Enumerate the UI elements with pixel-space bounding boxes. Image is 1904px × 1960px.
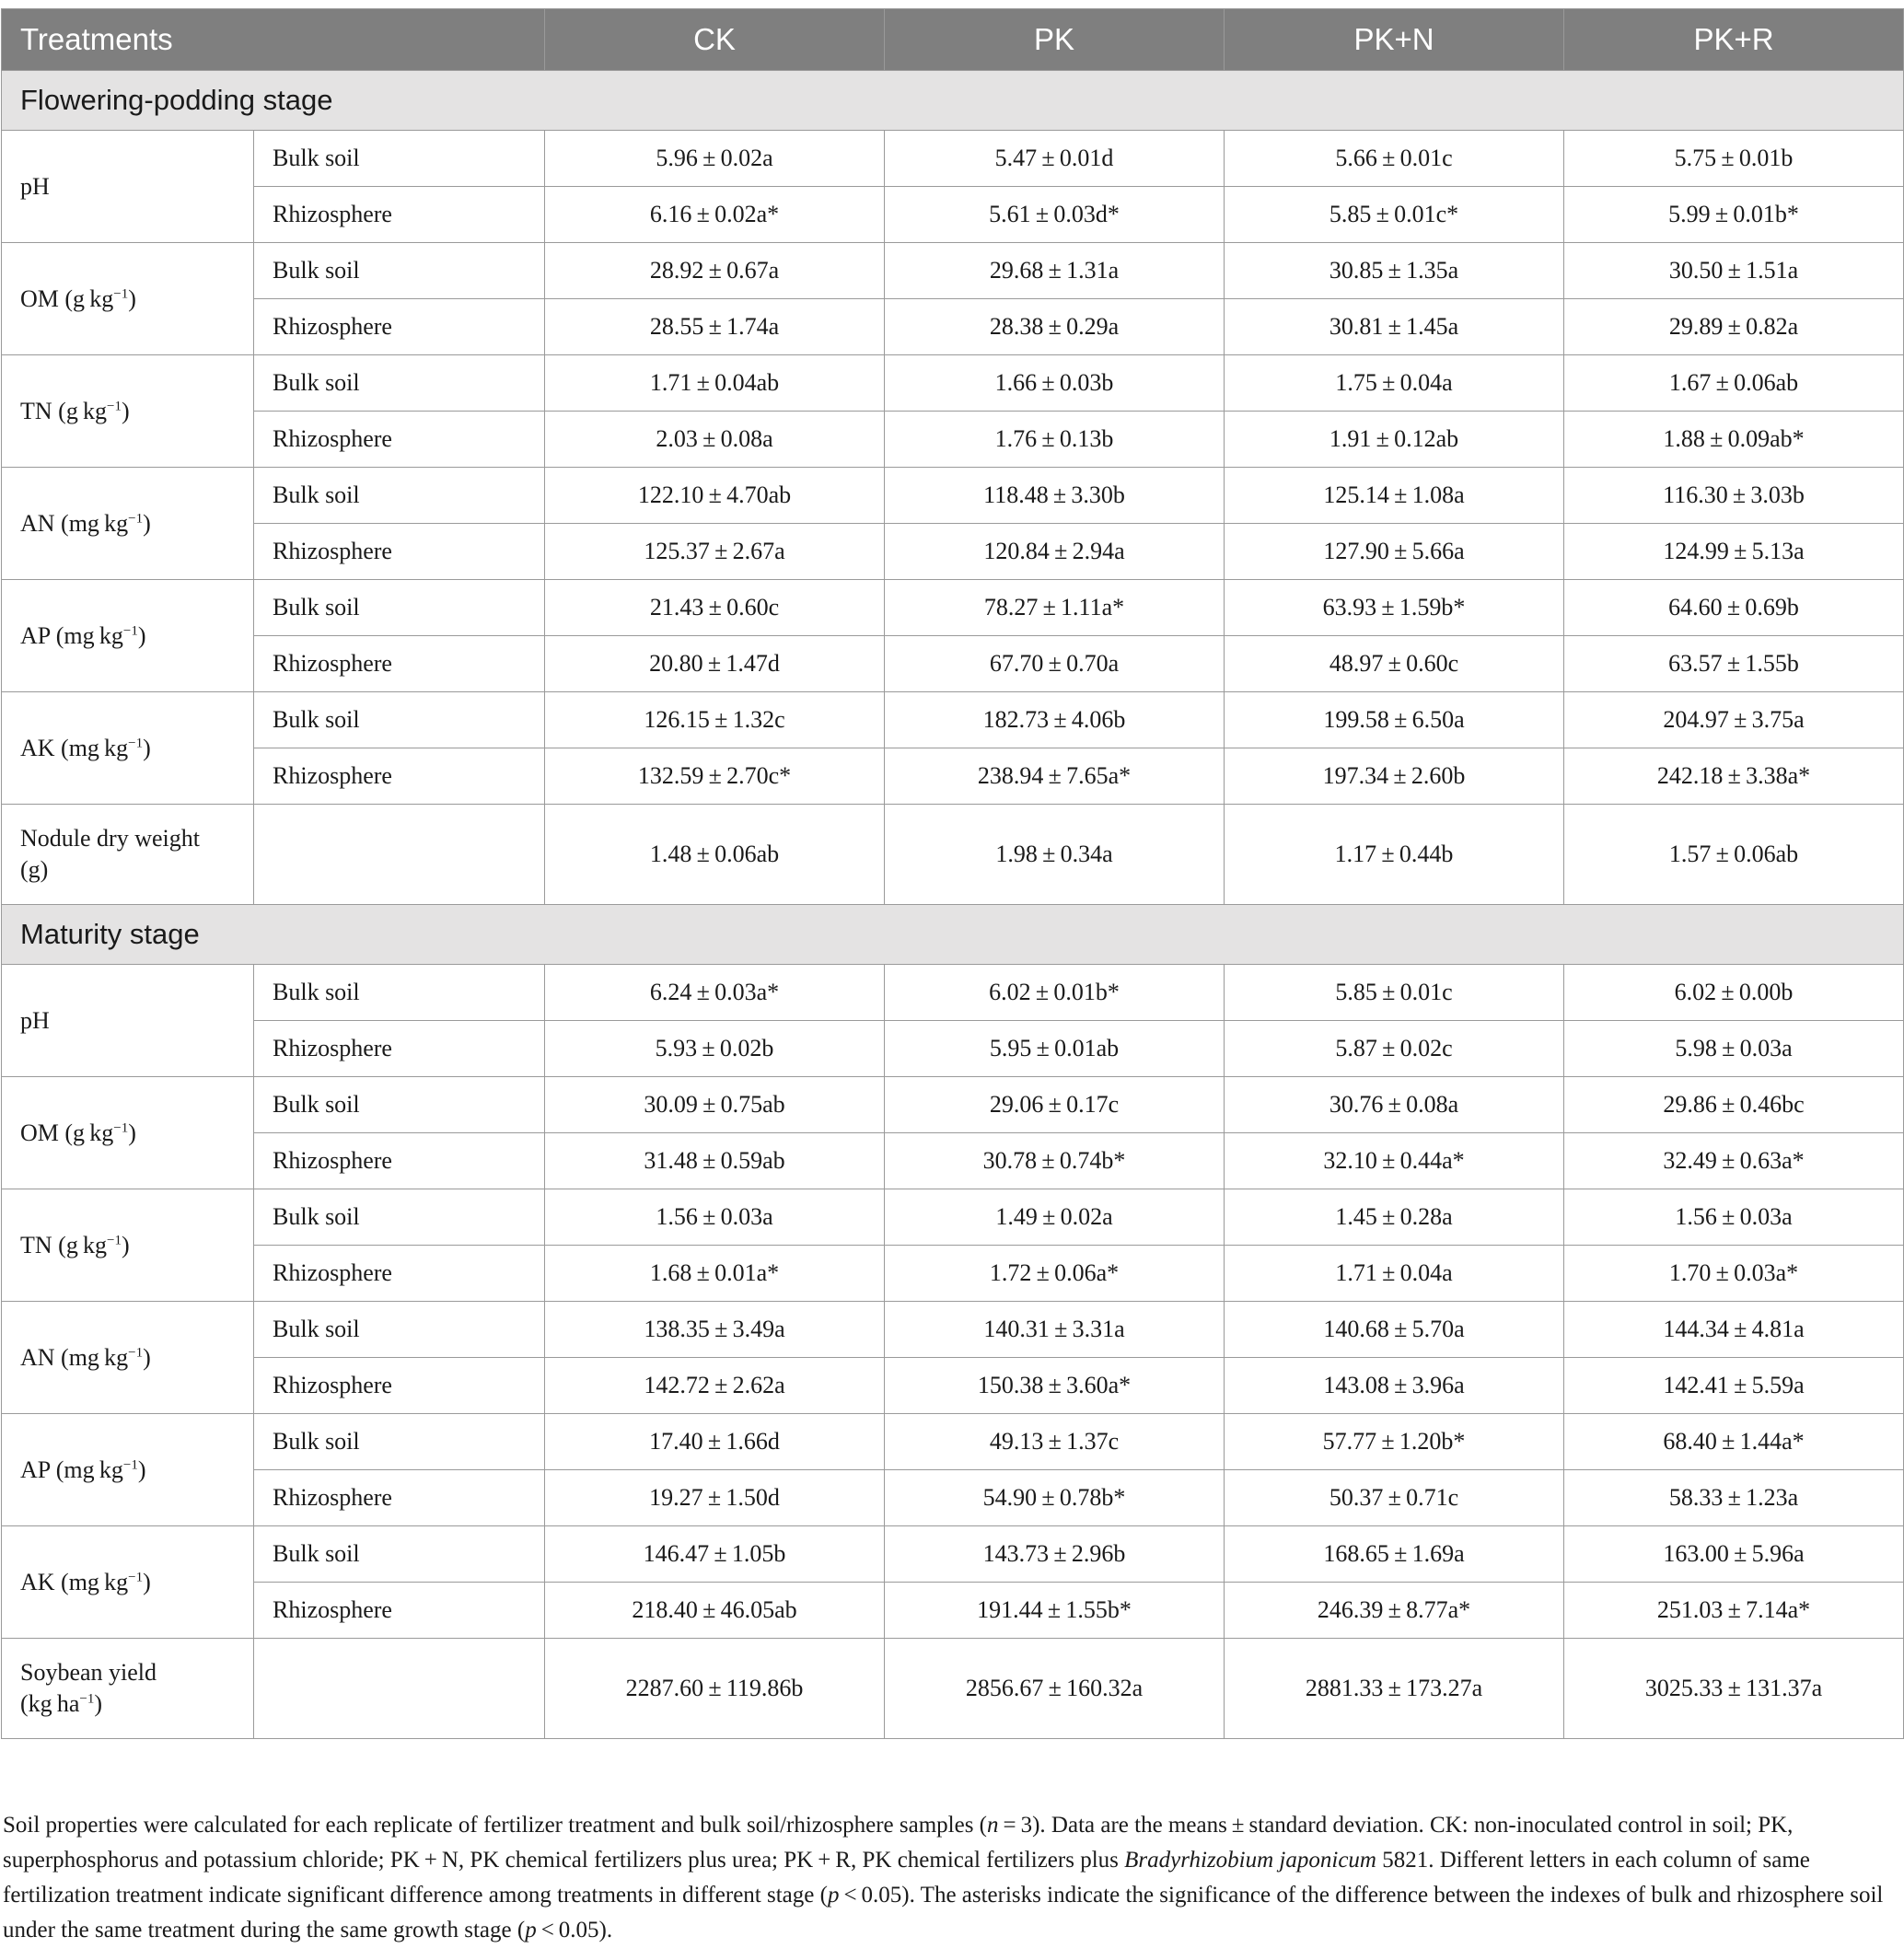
property-label: AP (mg $kg^{-1}$) xyxy=(2,1414,254,1526)
table-row xyxy=(2,965,1904,1021)
table-cell: 30.81 ± 1.45a xyxy=(1225,299,1564,355)
header-ck: CK xyxy=(545,9,885,71)
property-label: TN (g $kg^{-1}$) xyxy=(2,1189,254,1302)
table-cell: 197.34 ± 2.60b xyxy=(1225,748,1564,805)
soil-properties-table xyxy=(1,8,1904,1739)
table-cell: 199.58 ± 6.50a xyxy=(1225,692,1564,748)
table-cell: 1.68 ± 0.01a* xyxy=(545,1246,885,1302)
table-cell: 251.03 ± 7.14a* xyxy=(1564,1583,1904,1639)
table-row xyxy=(2,1526,1904,1583)
table-cell: 32.10 ± 0.44a* xyxy=(1225,1133,1564,1189)
table-cell: 30.85 ± 1.35a xyxy=(1225,243,1564,299)
property-label: AP (mg $kg^{-1}$) xyxy=(2,580,254,692)
section-flowering xyxy=(2,71,1904,131)
table-cell: 1.67 ± 0.06ab xyxy=(1564,355,1904,412)
table-row xyxy=(2,524,1904,580)
sample-label: Bulk soil xyxy=(254,131,545,187)
sample-label: Bulk soil xyxy=(254,1077,545,1133)
sample-label: Rhizosphere xyxy=(254,1021,545,1077)
property-label: pH xyxy=(2,131,254,243)
table-cell: 5.98 ± 0.03a xyxy=(1564,1021,1904,1077)
sample-label: Rhizosphere xyxy=(254,299,545,355)
table-cell: 1.45 ± 0.28a xyxy=(1225,1189,1564,1246)
sample-label: Bulk soil xyxy=(254,1302,545,1358)
table-cell: 31.48 ± 0.59ab xyxy=(545,1133,885,1189)
table-row xyxy=(2,692,1904,748)
table-cell: 5.47 ± 0.01d xyxy=(885,131,1225,187)
table-cell: 1.56 ± 0.03a xyxy=(545,1189,885,1246)
table-cell: 5.85 ± 0.01c xyxy=(1225,965,1564,1021)
table-cell: 29.89 ± 0.82a xyxy=(1564,299,1904,355)
table-cell: 1.66 ± 0.03b xyxy=(885,355,1225,412)
table-row xyxy=(2,805,1904,905)
sample-label: Rhizosphere xyxy=(254,748,545,805)
header-pk-n: PK+N xyxy=(1225,9,1564,71)
table-cell: 48.97 ± 0.60c xyxy=(1225,636,1564,692)
table-cell: 68.40 ± 1.44a* xyxy=(1564,1414,1904,1470)
sample-label: Rhizosphere xyxy=(254,412,545,468)
table-row xyxy=(2,1189,1904,1246)
table-cell: 120.84 ± 2.94a xyxy=(885,524,1225,580)
sample-label: Rhizosphere xyxy=(254,187,545,243)
table-cell: 5.61 ± 0.03d* xyxy=(885,187,1225,243)
table-cell: 140.68 ± 5.70a xyxy=(1225,1302,1564,1358)
table-cell: 1.56 ± 0.03a xyxy=(1564,1189,1904,1246)
table-cell: 29.06 ± 0.17c xyxy=(885,1077,1225,1133)
sample-label: Bulk soil xyxy=(254,355,545,412)
table-cell: 1.75 ± 0.04a xyxy=(1225,355,1564,412)
table-cell: 191.44 ± 1.55b* xyxy=(885,1583,1225,1639)
table-cell: 28.92 ± 0.67a xyxy=(545,243,885,299)
table-cell: 142.72 ± 2.62a xyxy=(545,1358,885,1414)
sample-label: Rhizosphere xyxy=(254,524,545,580)
table-cell: 64.60 ± 0.69b xyxy=(1564,580,1904,636)
table-row xyxy=(2,1133,1904,1189)
empty-cell xyxy=(254,805,545,905)
table-cell: 116.30 ± 3.03b xyxy=(1564,468,1904,524)
table-row xyxy=(2,1583,1904,1639)
table-row xyxy=(2,1021,1904,1077)
table-cell: 28.55 ± 1.74a xyxy=(545,299,885,355)
table-cell: 140.31 ± 3.31a xyxy=(885,1302,1225,1358)
table-cell: 67.70 ± 0.70a xyxy=(885,636,1225,692)
table-cell: 57.77 ± 1.20b* xyxy=(1225,1414,1564,1470)
table-cell: 19.27 ± 1.50d xyxy=(545,1470,885,1526)
table-cell: 78.27 ± 1.11a* xyxy=(885,580,1225,636)
table-cell: 63.93 ± 1.59b* xyxy=(1225,580,1564,636)
table-row xyxy=(2,1470,1904,1526)
table-cell: 5.95 ± 0.01ab xyxy=(885,1021,1225,1077)
table-cell: 143.08 ± 3.96a xyxy=(1225,1358,1564,1414)
sample-label: Bulk soil xyxy=(254,1526,545,1583)
sample-label: Bulk soil xyxy=(254,1414,545,1470)
table-cell: 204.97 ± 3.75a xyxy=(1564,692,1904,748)
table-cell: 1.91 ± 0.12ab xyxy=(1225,412,1564,468)
table-footnote: Soil properties were calculated for each replicate of fertilizer treatment and bulk soil/rhizosphere samples (n = 3). Data are the means ± standard deviation. CK: non-inoculated control in soil; PK, superphosphorus and potassium chloride; PK + N, PK chemical fertilizers plus urea; PK + R, PK chemical fertilizers plus Bradyrhizobium japonicum 5821. Different letters in each column of same fertilization treatment indicate significant difference among treatments in different stage (p < 0.05). The asterisks indicate the significance of the difference between the indexes of bulk and rhizosphere soil under the same treatment during the same growth stage (p < 0.05). xyxy=(3,1813,1884,1943)
table-row xyxy=(2,299,1904,355)
table-row xyxy=(2,131,1904,187)
table-cell: 146.47 ± 1.05b xyxy=(545,1526,885,1583)
table-cell: 28.38 ± 0.29a xyxy=(885,299,1225,355)
table-cell: 1.71 ± 0.04a xyxy=(1225,1246,1564,1302)
section-title: Maturity stage xyxy=(2,905,1904,965)
table-cell: 1.76 ± 0.13b xyxy=(885,412,1225,468)
table-row xyxy=(2,412,1904,468)
table-cell: 132.59 ± 2.70c* xyxy=(545,748,885,805)
table-cell: 5.96 ± 0.02a xyxy=(545,131,885,187)
property-label: AN (mg $kg^{-1}$) xyxy=(2,1302,254,1414)
table-cell: 1.57 ± 0.06ab xyxy=(1564,805,1904,905)
table-cell: 5.93 ± 0.02b xyxy=(545,1021,885,1077)
table-cell: 1.49 ± 0.02a xyxy=(885,1189,1225,1246)
table-cell: 118.48 ± 3.30b xyxy=(885,468,1225,524)
table-cell: 2856.67 ± 160.32a xyxy=(885,1639,1225,1739)
table-cell: 29.86 ± 0.46bc xyxy=(1564,1077,1904,1133)
section-title: Flowering-podding stage xyxy=(2,71,1904,131)
property-label: AK (mg $kg^{-1}$) xyxy=(2,1526,254,1639)
sample-label: Rhizosphere xyxy=(254,1470,545,1526)
table-cell: 122.10 ± 4.70ab xyxy=(545,468,885,524)
empty-cell xyxy=(254,1639,545,1739)
property-label: AN (mg $kg^{-1}$) xyxy=(2,468,254,580)
table-cell: 242.18 ± 3.38a* xyxy=(1564,748,1904,805)
table-cell: 125.37 ± 2.67a xyxy=(545,524,885,580)
table-cell: 63.57 ± 1.55b xyxy=(1564,636,1904,692)
table-cell: 238.94 ± 7.65a* xyxy=(885,748,1225,805)
table-cell: 5.75 ± 0.01b xyxy=(1564,131,1904,187)
table-cell: 6.16 ± 0.02a* xyxy=(545,187,885,243)
table-cell: 127.90 ± 5.66a xyxy=(1225,524,1564,580)
table-cell: 17.40 ± 1.66d xyxy=(545,1414,885,1470)
sample-label: Bulk soil xyxy=(254,965,545,1021)
table-cell: 29.68 ± 1.31a xyxy=(885,243,1225,299)
table-cell: 143.73 ± 2.96b xyxy=(885,1526,1225,1583)
table-cell: 124.99 ± 5.13a xyxy=(1564,524,1904,580)
table-cell: 30.76 ± 0.08a xyxy=(1225,1077,1564,1133)
property-label: Nodule dry weight (g) xyxy=(2,805,254,905)
table-cell: 2287.60 ± 119.86b xyxy=(545,1639,885,1739)
table-cell: 49.13 ± 1.37c xyxy=(885,1414,1225,1470)
sample-label: Bulk soil xyxy=(254,580,545,636)
sample-label: Rhizosphere xyxy=(254,1133,545,1189)
table-row xyxy=(2,1358,1904,1414)
table-row xyxy=(2,187,1904,243)
header-pk: PK xyxy=(885,9,1225,71)
sample-label: Rhizosphere xyxy=(254,636,545,692)
table-container xyxy=(0,8,1904,1739)
header-row xyxy=(2,9,1904,71)
property-label: AK (mg $kg^{-1}$) xyxy=(2,692,254,805)
table-cell: 54.90 ± 0.78b* xyxy=(885,1470,1225,1526)
table-cell: 20.80 ± 1.47d xyxy=(545,636,885,692)
table-cell: 3025.33 ± 131.37a xyxy=(1564,1639,1904,1739)
header-pk-r: PK+R xyxy=(1564,9,1904,71)
table-row xyxy=(2,636,1904,692)
table-row xyxy=(2,1077,1904,1133)
table-row xyxy=(2,355,1904,412)
table-cell: 150.38 ± 3.60a* xyxy=(885,1358,1225,1414)
property-label: TN (g $kg^{-1}$) xyxy=(2,355,254,468)
table-cell: 163.00 ± 5.96a xyxy=(1564,1526,1904,1583)
header-treatments: Treatments xyxy=(2,9,545,71)
table-cell: 30.78 ± 0.74b* xyxy=(885,1133,1225,1189)
table-row xyxy=(2,1246,1904,1302)
table-row xyxy=(2,1639,1904,1739)
table-cell: 1.71 ± 0.04ab xyxy=(545,355,885,412)
table-cell: 5.85 ± 0.01c* xyxy=(1225,187,1564,243)
table-cell: 218.40 ± 46.05ab xyxy=(545,1583,885,1639)
table-cell: 182.73 ± 4.06b xyxy=(885,692,1225,748)
table-row xyxy=(2,468,1904,524)
table-cell: 6.02 ± 0.01b* xyxy=(885,965,1225,1021)
table-cell: 1.72 ± 0.06a* xyxy=(885,1246,1225,1302)
table-cell: 58.33 ± 1.23a xyxy=(1564,1470,1904,1526)
table-cell: 6.24 ± 0.03a* xyxy=(545,965,885,1021)
table-cell: 5.99 ± 0.01b* xyxy=(1564,187,1904,243)
section-maturity xyxy=(2,905,1904,965)
sample-label: Rhizosphere xyxy=(254,1246,545,1302)
property-label: OM (g $kg^{-1}$) xyxy=(2,1077,254,1189)
table-cell: 142.41 ± 5.59a xyxy=(1564,1358,1904,1414)
table-cell: 144.34 ± 4.81a xyxy=(1564,1302,1904,1358)
property-label: pH xyxy=(2,965,254,1077)
table-cell: 32.49 ± 0.63a* xyxy=(1564,1133,1904,1189)
sample-label: Bulk soil xyxy=(254,243,545,299)
table-cell: 125.14 ± 1.08a xyxy=(1225,468,1564,524)
table-cell: 2.03 ± 0.08a xyxy=(545,412,885,468)
table-row xyxy=(2,243,1904,299)
table-cell: 246.39 ± 8.77a* xyxy=(1225,1583,1564,1639)
table-row xyxy=(2,1414,1904,1470)
table-cell: 1.17 ± 0.44b xyxy=(1225,805,1564,905)
sample-label: Rhizosphere xyxy=(254,1358,545,1414)
table-cell: 5.66 ± 0.01c xyxy=(1225,131,1564,187)
sample-label: Bulk soil xyxy=(254,1189,545,1246)
table-cell: 21.43 ± 0.60c xyxy=(545,580,885,636)
sample-label: Rhizosphere xyxy=(254,1583,545,1639)
table-cell: 138.35 ± 3.49a xyxy=(545,1302,885,1358)
table-cell: 50.37 ± 0.71c xyxy=(1225,1470,1564,1526)
table-cell: 126.15 ± 1.32c xyxy=(545,692,885,748)
table-cell: 1.98 ± 0.34a xyxy=(885,805,1225,905)
table-cell: 168.65 ± 1.69a xyxy=(1225,1526,1564,1583)
table-cell: 1.88 ± 0.09ab* xyxy=(1564,412,1904,468)
sample-label: Bulk soil xyxy=(254,692,545,748)
table-row xyxy=(2,748,1904,805)
table-cell: 1.70 ± 0.03a* xyxy=(1564,1246,1904,1302)
table-cell: 2881.33 ± 173.27a xyxy=(1225,1639,1564,1739)
table-cell: 30.09 ± 0.75ab xyxy=(545,1077,885,1133)
table-cell: 1.48 ± 0.06ab xyxy=(545,805,885,905)
sample-label: Bulk soil xyxy=(254,468,545,524)
property-label: Soybean yield (kg $ha^{-1}$) xyxy=(2,1639,254,1739)
table-row xyxy=(2,1302,1904,1358)
property-label: OM (g $kg^{-1}$) xyxy=(2,243,254,355)
table-row xyxy=(2,580,1904,636)
table-cell: 5.87 ± 0.02c xyxy=(1225,1021,1564,1077)
table-cell: 30.50 ± 1.51a xyxy=(1564,243,1904,299)
table-cell: 6.02 ± 0.00b xyxy=(1564,965,1904,1021)
